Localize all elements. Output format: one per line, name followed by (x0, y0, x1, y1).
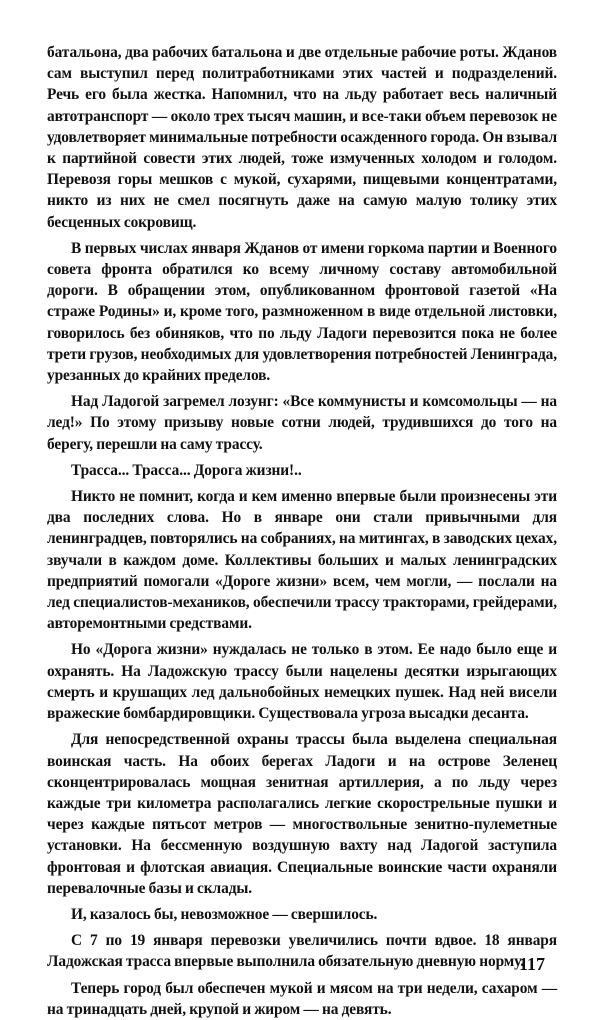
paragraph-3: Над Ладогой загремел лозунг: «Все коммунисты и комсомольцы — на лед!» По этому призыву новые сотни людей, трудившихся до того на берегу, перешли на саму трассу. (47, 393, 557, 453)
paragraph-4: Трасса... Трасса... Дорога жизни!.. (71, 461, 302, 479)
paragraph-1: батальона, два рабочих батальона и две отдельные рабочие роты. Жданов сам выступил перед политработниками этих частей и подразделений. Речь его была жестка. Напомнил, что на льду работает весь наличный автотранспорт — около трех тысяч машин, и все-таки объем перевозок не удовлетворяет минимальные потребности осажденного города. Он взывал к партийной совести этих людей, тоже измученных холодом и голодом. Перевозя горы мешков с мукой, сухарями, пищевыми концентратами, никто из них не смел посягнуть даже на самую малую толику этих бесценных сокровищ. (47, 44, 557, 231)
paragraph-5: Никто не помнит, когда и кем именно впервые были произнесены эти два последних слова. Но в январе они стали привычными для ленинградцев, повторялись на собраниях, на митингах, в заводских цехах, звучали в каждом доме. Коллективы больших и малых ленинградских предприятий помогали «Дороге жизни» всем, чем могли, — послали на лед специалистов-механиков, обеспечили трассу тракторами, грейдерами, авторемонтными средствами. (47, 488, 557, 633)
page-number: 117 (519, 954, 546, 974)
paragraph-7: Для непосредственной охраны трассы была выделена специальная воинская часть. На обоих берегах Ладоги и на острове Зеленец сконцентрировалась мощная зенитная артиллерия, а по льду через каждые три километра располагались легкие скорострельные пушки и через каждые пятьсот метров — многоствольные зенитно-пулеметные установки. На бессменную воздушную вахту над Ладогой заступила фронтовая и флотская авиация. Специальные воинские части охраняли перевалочные базы и склады. (47, 731, 557, 897)
paragraph-9: С 7 по 19 января перевозки увеличились почти вдвое. 18 января Ладожская трасса впервые выполнила обязательную дневную норму. (47, 932, 557, 971)
page-body (47, 42, 557, 1020)
paragraph-10: Теперь город был обеспечен мукой и мясом на три недели, сахаром — на тринадцать дней, крупой и жиром — на девять. (47, 979, 557, 1018)
paragraph-2: В первых числах января Жданов от имени горкома партии и Военного совета фронта обратился ко всему личному составу автомобильной дороги. В обращении этом, опубликованном фронтовой газетой «На страже Родины» и, кроме того, размноженном в виде отдельной листовки, говорилось без обиняков, что по льду Ладоги перевозится пока не более трети грузов, необходимых для удовлетворения потребностей Ленинграда, урезанных до крайних пределов. (47, 239, 557, 385)
paragraph-6: Но «Дорога жизни» нуждалась не только в этом. Ее надо было еще и охранять. На Ладожскую трассу были нацелены десятки изрыгающих смерть и крушащих лед дальнобойных немецких пушек. Над ней висели вражеские бомбардировщики. Существовала угроза высадки десанта. (47, 641, 557, 723)
paragraph-8: И, казалось бы, невозможное — свершилось. (71, 905, 378, 923)
